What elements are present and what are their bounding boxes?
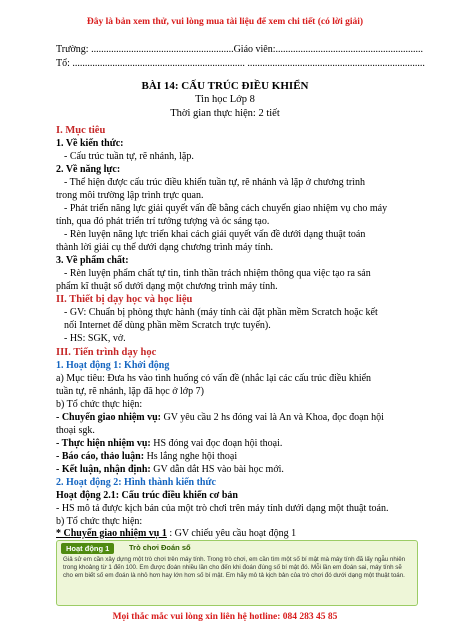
text: : GV chiếu yêu cầu hoạt động 1 — [166, 528, 297, 539]
activity-box-tag: Hoạt động 1 — [61, 543, 114, 554]
knowledge-item: - Cấu trúc tuần tự, rẽ nhánh, lặp. — [64, 151, 194, 162]
competency-item-2b: tính, qua đó phát triển trí tưởng tượng và óc sáng tạo. — [56, 216, 270, 227]
hotline-banner: Mọi thắc mắc vui lòng xin liên hệ hotline: 084 283 45 85 — [112, 612, 338, 622]
text: GV yêu cầu 2 hs đóng vai là An và Khoa, đọc đoạn hội — [161, 412, 384, 423]
activity-box-text: Giả sử em cần xây dựng một trò chơi trên máy tính. Trong trò chơi, em cần tìm một số bí mật mà máy tính đã lấy ngẫu nhiên trong khoảng từ 1 đến 100. Em được đoán nhiều lần cho đến khi đoán đúng số bí mật đó. Mỗi lần em đoán sai, máy tính sẽ cho em biết số em đoán là nhỏ hơn hay lớn hơn số bí mật. Em hãy mô tả kịch bản của trò chơi đó dưới dạng một thuật toán. — [63, 556, 406, 580]
activity2-heading: 2. Hoạt động 2: Hình thành kiến thức — [56, 477, 216, 488]
text: Hs lắng nghe hội thoại — [144, 451, 238, 462]
preview-banner: Đây là bản xem thử, vui lòng mua tài liệu để xem chi tiết (có lời giải) — [86, 17, 364, 27]
lesson-title: BÀI 14: CẤU TRÚC ĐIỀU KHIỂN — [141, 80, 309, 92]
quality-item-b: phẩm kĩ thuật số dưới dạng một chương trình máy tính. — [56, 281, 278, 292]
competency-item-3a: - Rèn luyện năng lực triển khai cách giải quyết vấn đề dưới dạng thuật toán — [64, 229, 366, 240]
activity21-heading: Hoạt động 2.1: Cấu trúc điều khiển cơ bản — [56, 490, 238, 501]
activity1-do — [56, 438, 282, 450]
text: HS đóng vai đọc đoạn hội thoại. — [150, 438, 283, 449]
activity1-goal-a: a) Mục tiêu: Đưa hs vào tình huống có vấn đề (nhắc lại các cấu trúc điều khiển — [56, 373, 372, 384]
label: * Chuyển giao nhiệm vụ 1 — [56, 528, 167, 539]
activity1-assign — [56, 412, 384, 424]
label: - Kết luận, nhận định: — [56, 464, 151, 475]
activity1-org: b) Tổ chức thực hiện: — [56, 399, 143, 410]
activity1-goal-b: tuần tự, rẽ nhánh, lặp đã học ở lớp 7) — [56, 386, 204, 397]
activity1-report — [56, 451, 237, 463]
section-equipment: II. Thiết bị dạy học và học liệu — [56, 294, 193, 305]
competency-item-1b: trong môi trường lập trình trực quan. — [56, 190, 204, 201]
label: - Báo cáo, thảo luận: — [56, 451, 145, 462]
equipment-gv-b: nối Internet để dùng phần mềm Scratch trực tuyến). — [64, 320, 271, 331]
competency-heading: 2. Về năng lực: — [56, 164, 121, 175]
text: GV dẫn dắt HS vào bài học mới. — [150, 464, 284, 475]
quality-heading: 3. Về phẩm chất: — [56, 255, 129, 266]
competency-item-2a: - Phát triển năng lực giải quyết vấn đề bằng cách chuyển giao nhiệm vụ cho máy — [64, 203, 388, 214]
equipment-gv-a: - GV: Chuẩn bị phòng thực hành (máy tính cài đặt phần mềm Scratch hoặc kết — [64, 307, 378, 318]
label: - Chuyển giao nhiệm vụ: — [56, 412, 162, 423]
quality-item-a: - Rèn luyện phẩm chất tự tin, tinh thần trách nhiệm thông qua việc tạo ra sản — [64, 268, 371, 279]
activity1-heading: 1. Hoạt động 1: Khởi động — [56, 360, 170, 371]
activity21-assign — [56, 528, 296, 540]
activity-box-title: Trò chơi Đoán số — [129, 543, 191, 552]
activity1-assign-cont: thoại sgk. — [56, 425, 95, 436]
activity-box — [56, 540, 418, 606]
group-line: Tổ: ..................................................................... ....................................................................... — [56, 58, 425, 69]
school-line: Trường: .........................................................Giáo viên:........................................................... — [56, 44, 424, 55]
section-objectives: I. Mục tiêu — [56, 125, 106, 136]
label: - Thực hiện nhiệm vụ: — [56, 438, 151, 449]
competency-item-3b: thành lời giải cụ thể dưới dạng chương trình máy tính. — [56, 242, 273, 253]
equipment-hs: - HS: SGK, vở. — [64, 333, 126, 344]
section-process: III. Tiến trình dạy học — [56, 347, 157, 358]
knowledge-heading: 1. Về kiến thức: — [56, 138, 124, 149]
activity21-org: b) Tổ chức thực hiện: — [56, 516, 143, 527]
activity1-conclude — [56, 464, 284, 476]
activity21-goal: - HS mô tả được kịch bản của một trò chơi trên máy tính dưới dạng một thuật toán. — [56, 503, 389, 514]
competency-item-1a: - Thể hiện được cấu trúc điều khiển tuần tự, rẽ nhánh và lặp ở chương trình — [64, 177, 366, 188]
subject: Tin học Lớp 8 — [195, 94, 255, 105]
activity-box-header — [57, 541, 417, 553]
duration: Thời gian thực hiện: 2 tiết — [170, 108, 280, 119]
